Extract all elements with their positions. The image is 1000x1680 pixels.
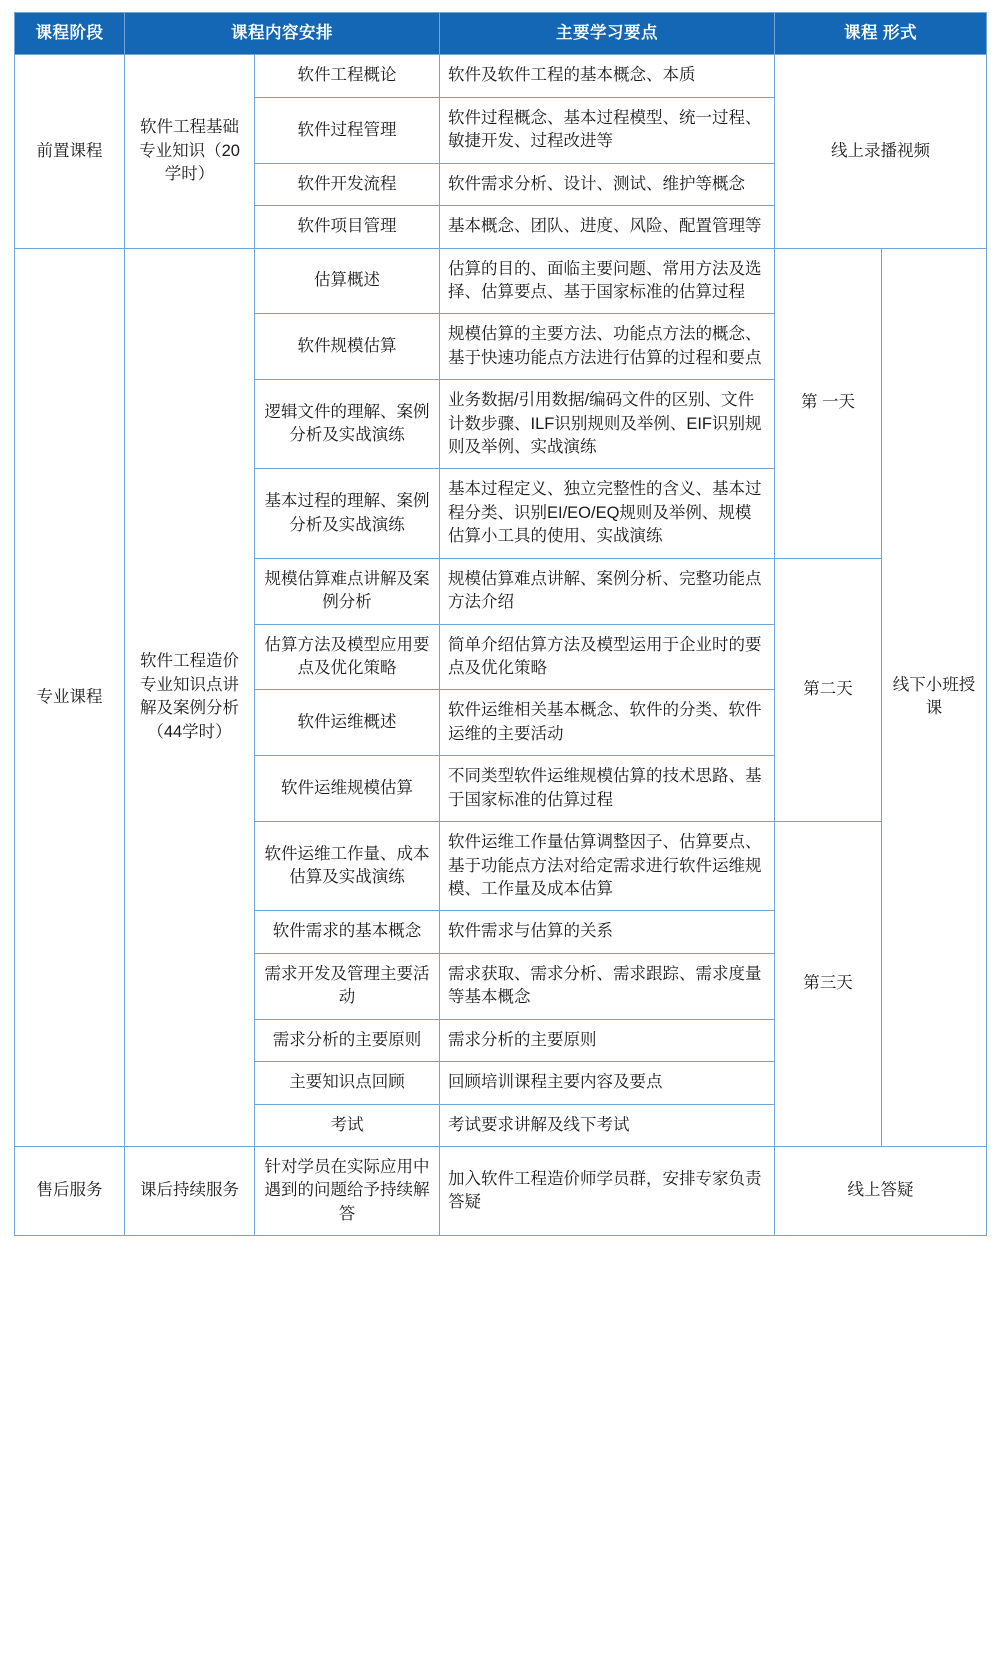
points-cell: 基本概念、团队、进度、风险、配置管理等 (440, 206, 775, 248)
points-cell: 软件运维工作量估算调整因子、估算要点、基于功能点方法对给定需求进行软件运维规模、工作量及成本估算 (440, 822, 775, 911)
day-label-2: 第二天 (775, 558, 882, 821)
form-label-major: 线下小班授课 (882, 248, 987, 1146)
day-label-1: 第 一天 (775, 248, 882, 558)
stage-label-pre: 前置课程 (15, 55, 125, 248)
points-cell: 加入软件工程造价师学员群，安排专家负责答疑 (440, 1146, 775, 1235)
points-cell: 需求获取、需求分析、需求跟踪、需求度量等基本概念 (440, 953, 775, 1019)
stage-label-major: 专业课程 (15, 248, 125, 1146)
topic-cell: 软件规模估算 (255, 314, 440, 380)
points-cell: 规模估算的主要方法、功能点方法的概念、基于快速功能点方法进行估算的过程和要点 (440, 314, 775, 380)
topic-cell: 软件开发流程 (255, 163, 440, 205)
points-cell: 回顾培训课程主要内容及要点 (440, 1062, 775, 1104)
table-row (15, 55, 987, 97)
header-points: 主要学习要点 (440, 13, 775, 55)
points-cell: 业务数据/引用数据/编码文件的区别、文件计数步骤、ILF识别规则及举例、EIF识别规则及举例、实战演练 (440, 380, 775, 469)
points-cell: 软件需求分析、设计、测试、维护等概念 (440, 163, 775, 205)
topic-cell: 针对学员在实际应用中遇到的问题给予持续解答 (255, 1146, 440, 1235)
topic-cell: 基本过程的理解、案例分析及实战演练 (255, 469, 440, 558)
header-form: 课程 形式 (775, 13, 987, 55)
points-cell: 简单介绍估算方法及模型运用于企业时的要点及优化策略 (440, 624, 775, 690)
stage-label-after: 售后服务 (15, 1146, 125, 1235)
points-cell: 软件运维相关基本概念、软件的分类、软件运维的主要活动 (440, 690, 775, 756)
points-cell: 估算的目的、面临主要问题、常用方法及选择、估算要点、基于国家标准的估算过程 (440, 248, 775, 314)
table-row (15, 1146, 987, 1235)
points-cell: 规模估算难点讲解、案例分析、完整功能点方法介绍 (440, 558, 775, 624)
form-label-pre: 线上录播视频 (775, 55, 987, 248)
topic-cell: 规模估算难点讲解及案例分析 (255, 558, 440, 624)
topic-cell: 软件运维规模估算 (255, 756, 440, 822)
table-row (15, 248, 987, 314)
topic-cell: 逻辑文件的理解、案例分析及实战演练 (255, 380, 440, 469)
module-label-pre: 软件工程基础专业知识（20学时） (125, 55, 255, 248)
topic-cell: 需求分析的主要原则 (255, 1019, 440, 1061)
topic-cell: 主要知识点回顾 (255, 1062, 440, 1104)
module-label-after: 课后持续服务 (125, 1146, 255, 1235)
module-label-major: 软件工程造价专业知识点讲解及案例分析（44学时） (125, 248, 255, 1146)
points-cell: 基本过程定义、独立完整性的含义、基本过程分类、识别EI/EO/EQ规则及举例、规模估算小工具的使用、实战演练 (440, 469, 775, 558)
topic-cell: 软件运维概述 (255, 690, 440, 756)
topic-cell: 软件需求的基本概念 (255, 911, 440, 953)
topic-cell: 软件过程管理 (255, 97, 440, 163)
topic-cell: 软件运维工作量、成本估算及实战演练 (255, 822, 440, 911)
points-cell: 软件需求与估算的关系 (440, 911, 775, 953)
table-header-row (15, 13, 987, 55)
topic-cell: 软件项目管理 (255, 206, 440, 248)
points-cell: 需求分析的主要原则 (440, 1019, 775, 1061)
topic-cell: 软件工程概论 (255, 55, 440, 97)
header-stage: 课程阶段 (15, 13, 125, 55)
topic-cell: 考试 (255, 1104, 440, 1146)
form-label-after: 线上答疑 (775, 1146, 987, 1235)
points-cell: 软件及软件工程的基本概念、本质 (440, 55, 775, 97)
topic-cell: 需求开发及管理主要活动 (255, 953, 440, 1019)
course-outline-table (14, 12, 987, 1236)
header-content: 课程内容安排 (125, 13, 440, 55)
day-label-3: 第三天 (775, 822, 882, 1147)
points-cell: 软件过程概念、基本过程模型、统一过程、敏捷开发、过程改进等 (440, 97, 775, 163)
points-cell: 不同类型软件运维规模估算的技术思路、基于国家标准的估算过程 (440, 756, 775, 822)
topic-cell: 估算方法及模型应用要点及优化策略 (255, 624, 440, 690)
topic-cell: 估算概述 (255, 248, 440, 314)
points-cell: 考试要求讲解及线下考试 (440, 1104, 775, 1146)
